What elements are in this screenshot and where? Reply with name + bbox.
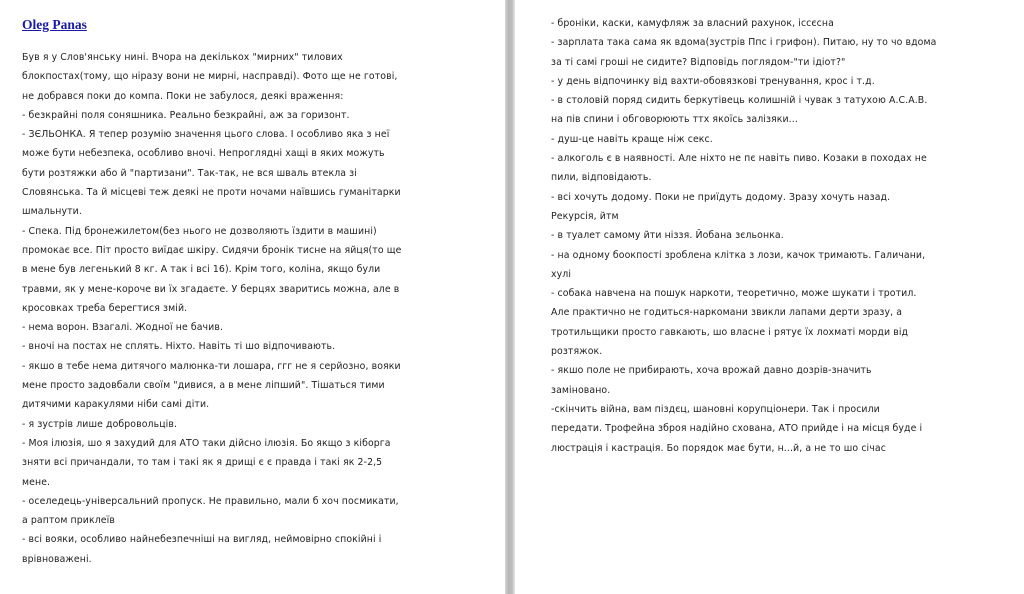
text-line: - нема ворон. Взагалі. Жодної не бачив.: [22, 322, 224, 334]
text-line: - Моя ілюзія, шо я захудий для АТО таки дійсно ілюзія. Бо якщо з кіборга: [22, 437, 391, 449]
right-page-text: [551, 14, 1024, 458]
text-line: Був я у Слов'янську нині. Вчора на декількох "мирних" тилових: [22, 52, 343, 63]
text-line: - оселедець-універсальний пропуск. Не правильно, мали б хоч посмикати,: [22, 495, 399, 507]
text-line: може бути небезпека, особливо вночі. Непроглядні хащі в яких можуть: [22, 148, 385, 160]
text-line: дитячими каракулями ніби самі діти.: [22, 399, 210, 411]
text-line: на пів спини і обговорюють ттх якоїсь залізяки...: [551, 114, 798, 126]
left-page-text: [22, 48, 505, 569]
text-line: - на одному боокпості зроблена клітка з лози, качок тримають. Галичани,: [551, 249, 926, 261]
text-line: - у день відпочинку від вахти-обовязкові тренування, крос і т.д.: [551, 75, 875, 87]
text-line: Рекурсія, йтм: [551, 210, 619, 222]
text-line: врівноважені.: [22, 553, 92, 565]
text-line: - я зустрів лише добровольців.: [22, 418, 178, 430]
text-line: мене.: [22, 476, 51, 488]
right-page: [515, 0, 1024, 594]
text-line: кросовках треба берегтися змій.: [22, 302, 188, 314]
text-line: - якшо в тебе нема дитячого малюнка-ти лошара, ггг не я серйозно, вояки: [22, 360, 401, 372]
text-line: - безкрайні поля соняшника. Реально безкрайні, аж за горизонт.: [22, 109, 350, 121]
text-line: - зарплата така сама як вдома(зустрів Ппс і грифон). Питаю, ну то чо вдома: [551, 37, 937, 49]
text-line: - всі хочуть додому. Поки не приїдуть додому. Зразу хочуть назад.: [551, 191, 891, 203]
text-line: - ЗЄЛЬОНКА. Я тепер розумію значення цього слова. І особливо яка з неї: [22, 129, 390, 141]
text-line: мене просто задовбали своїм "дивися, а в мене ліпший". Тішаться тими: [22, 380, 385, 392]
text-line: хулі: [551, 268, 572, 280]
text-line: Але практично не годиться-наркомани звикли лапами дерти зразу, а: [551, 307, 903, 319]
text-line: тротильщики просто гавкають, шо власне і рятує їх лохматі морди від: [551, 326, 909, 338]
text-line: - алкоголь є в наявності. Але ніхто не пє навіть пиво. Козаки в походах не: [551, 153, 927, 165]
text-line: - броніки, каски, камуфляж за власний рахунок, іссєсна: [551, 18, 834, 29]
text-line: - душ-це навіть краще ніж секс.: [551, 133, 713, 145]
text-line: -скінчить війна, вам піздєц, шановні корупціонери. Так і просили: [551, 403, 880, 415]
text-line: блокпостах(тому, що ніразу вони не мирні, насправді). Фото ще не готові,: [22, 71, 398, 83]
text-line: в мене був легенький 8 кг. А так і всі 16). Крім того, коліна, якщо були: [22, 264, 381, 276]
text-line: а раптом приклеїв: [22, 515, 115, 527]
page-divider: [505, 0, 515, 594]
text-line: бути розтяжки або й "партизани". Так-так, не вся шваль втекла зі: [22, 167, 357, 179]
text-line: промокає все. Піт просто виїдає шкіру. Сидячи бронік тисне на яйця(то ще: [22, 244, 402, 256]
text-line: - собака навчена на пошук наркоти, теоретично, може шукати і тротил.: [551, 288, 917, 300]
text-line: розтяжок.: [551, 346, 603, 358]
text-line: люстрація і кастрація. Бо порядок має бути, н...й, а не то шо січас: [551, 442, 886, 454]
text-line: - вночі на постах не сплять. Ніхто. Навіть ті шо відпочивають.: [22, 341, 336, 353]
text-line: за ті самі гроші не сидите? Відповідь поглядом-"ти ідіот?": [551, 56, 846, 68]
text-line: шмальнути.: [22, 206, 82, 218]
text-line: пили, відповідають.: [551, 172, 652, 184]
text-line: Словянська. Та й місцеві теж деякі не проти ночами наївшись гуманітарки: [22, 187, 401, 199]
text-line: - в туалет самому йти ніззя. Йобана зєльонка.: [551, 230, 784, 242]
text-line: - якшо поле не прибирають, хоча врожай давно дозрів-значить: [551, 365, 872, 377]
left-page: [0, 0, 505, 594]
text-line: - в столовій поряд сидить беркутівець колишній і чувак з татухою А.С.А.В.: [551, 95, 928, 107]
text-line: передати. Трофейна зброя надійно схована, АТО прийде і на місця буде і: [551, 423, 923, 435]
text-line: зняти всі причандали, то там і такі як я дрищі є є правда і такі як 2-2,5: [22, 457, 383, 469]
text-line: травми, як у мене-короче ви їх згадаєте. У берцях зваритись можна, але в: [22, 283, 400, 295]
text-line: - Спека. Під бронежилетом(без нього не дозволяють їздити в машині): [22, 225, 377, 237]
text-line: заміновано.: [551, 384, 611, 396]
text-line: не добрався поки до компа. Поки не забулося, деякі враження:: [22, 90, 344, 102]
text-line: - всі вояки, особливо найнебезпечніші на вигляд, неймовірно спокійні і: [22, 534, 382, 546]
author-link[interactable]: Oleg Panas: [22, 17, 87, 32]
